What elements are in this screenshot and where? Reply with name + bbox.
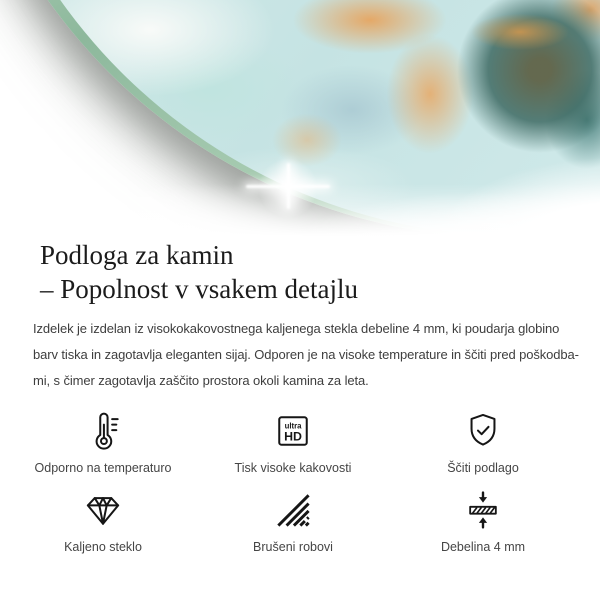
ultra-hd-badge-top: ultra [284,421,302,431]
page-title-line2: – Popolnost v vsakem detajlu [40,274,358,304]
feature-tempered-glass [8,487,198,554]
ultra-hd-badge-bottom: HD [284,429,302,444]
feature-label: Odporno na temperaturo [34,461,172,475]
feature-label: Kaljeno steklo [64,540,142,554]
description-line: barv tiska in zagotavlja eleganten sijaj. Odporen je na visoke temperature in ščiti pred poškodba- [33,347,579,362]
page-title [40,238,600,306]
description-line: mi, s čimer zagotavlja zaščito prostora okoli kamina za leta. [33,373,369,388]
feature-grid [0,408,600,554]
thickness-icon [461,488,505,532]
feature-temperature [8,408,198,475]
feature-label: Debelina 4 mm [440,540,526,554]
thermometer-icon [81,409,125,453]
feature-thickness [388,487,578,554]
page-title-line1: Podloga za kamin [40,240,234,270]
feature-print-quality [198,408,388,475]
feature-polished-edges [198,487,388,554]
photo-fade-overlay [0,0,600,236]
ultra-hd-icon [271,409,315,453]
product-description [33,316,580,394]
diamond-icon [81,488,125,532]
feature-label: Ščiti podlago [447,461,519,475]
feature-protects-surface [388,408,578,475]
product-photo [0,0,600,236]
description-line: Izdelek je izdelan iz visokokakovostnega kaljenega stekla debeline 4 mm, ki poudarja globino [33,321,560,336]
feature-label: Tisk visoke kakovosti [234,461,352,475]
feature-label: Brušeni robovi [253,540,333,554]
polished-edges-icon [271,488,315,532]
shield-check-icon [461,409,505,453]
